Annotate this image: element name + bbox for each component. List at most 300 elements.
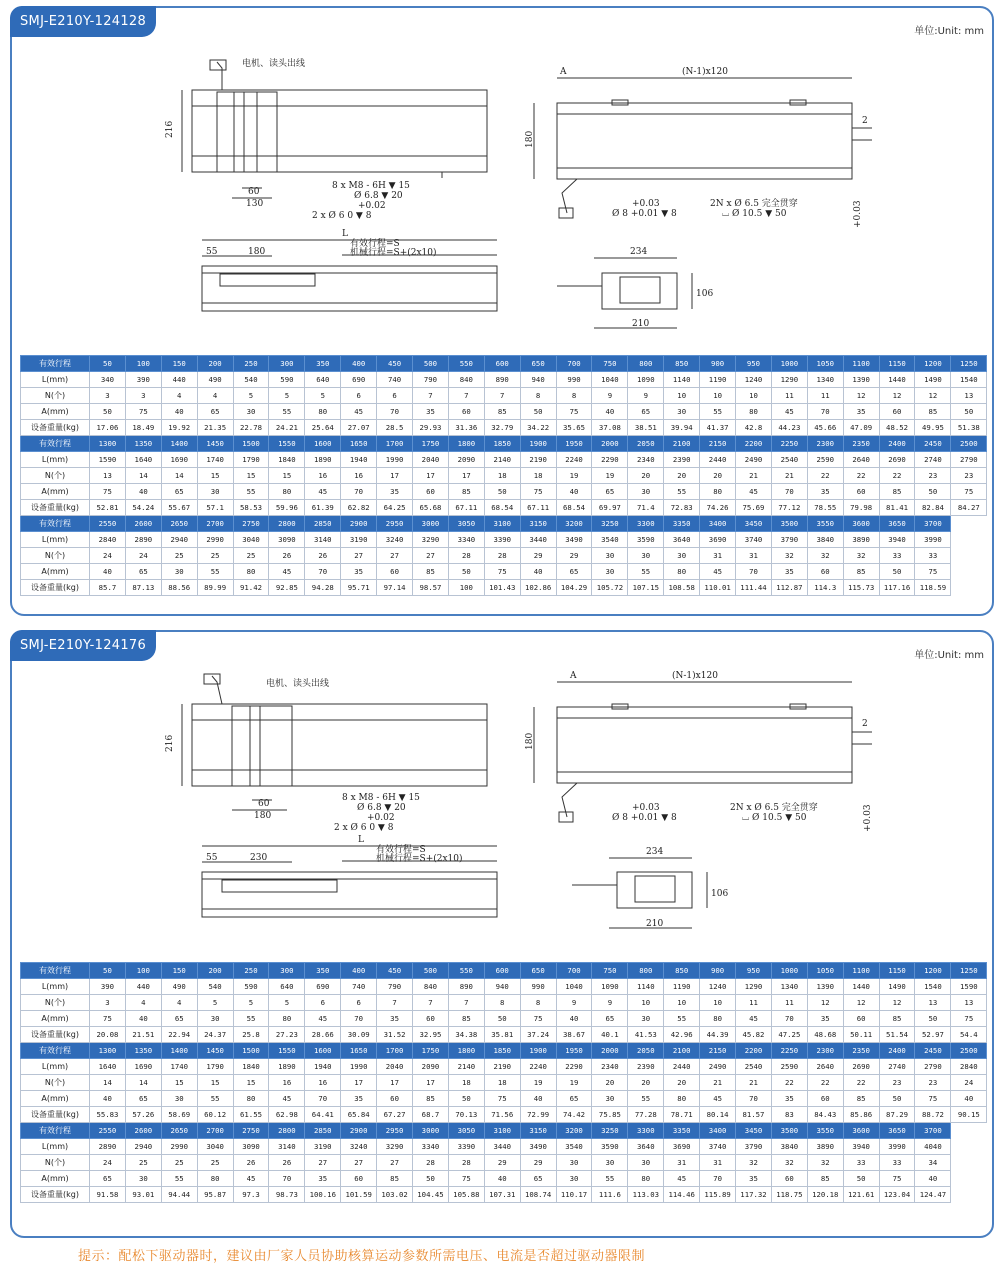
row-label: A(mm) (21, 484, 90, 500)
table-cell: 2200 (736, 436, 772, 452)
table-cell: 4 (197, 388, 233, 404)
table-cell: 18 (484, 468, 520, 484)
table-cell: 3440 (484, 1139, 520, 1155)
row-label: A(mm) (21, 1091, 90, 1107)
table-cell: 27 (341, 1155, 377, 1171)
table-cell: 22.94 (161, 1027, 197, 1043)
table-cell: 45.82 (736, 1027, 772, 1043)
table-cell: 67.27 (377, 1107, 413, 1123)
driver-note: 提示：配松下驱动器时，建议由厂家人员协助核算运动参数所需电压、电流是否超过驱动器限制 (78, 1249, 646, 1264)
table-cell: 50 (484, 484, 520, 500)
table-cell: 14 (161, 468, 197, 484)
table-cell: 55 (197, 564, 233, 580)
table-cell: 45 (700, 564, 736, 580)
table-cell: 1600 (305, 1043, 341, 1059)
table-cell: 32 (771, 548, 807, 564)
table-cell: 4 (161, 388, 197, 404)
dim-216: 216 (165, 120, 175, 138)
table-cell: 102.86 (520, 580, 556, 596)
table-cell: 2340 (592, 1059, 628, 1075)
table-cell: 1950 (556, 436, 592, 452)
len-l: L (342, 229, 348, 239)
table-cell: 65 (556, 564, 592, 580)
table-cell: 45 (269, 564, 305, 580)
table-cell: 24 (90, 548, 126, 564)
table-cell: 25.8 (233, 1027, 269, 1043)
table-row-stroke (21, 1123, 987, 1139)
table-cell: 2600 (125, 516, 161, 532)
table-cell: 69.97 (592, 500, 628, 516)
table-cell: 55 (233, 484, 269, 500)
table-cell: 37.24 (520, 1027, 556, 1043)
table-cell: 340 (90, 372, 126, 388)
table-cell: 114.3 (807, 580, 843, 596)
table-cell: 30 (556, 1155, 592, 1171)
table-cell: 51.38 (951, 420, 987, 436)
table-cell: 2490 (700, 1059, 736, 1075)
table-cell: 50.11 (843, 1027, 879, 1043)
table-cell: 3540 (592, 532, 628, 548)
table-cell: 2090 (448, 452, 484, 468)
table-cell: 10 (736, 388, 772, 404)
table-cell: 54.24 (125, 500, 161, 516)
table-cell: 33 (843, 1155, 879, 1171)
table-cell: 101.59 (341, 1187, 377, 1203)
table-cell: 13 (915, 995, 951, 1011)
table-cell: 2500 (951, 1043, 987, 1059)
table-cell: 13 (951, 388, 987, 404)
table-cell: 17 (448, 468, 484, 484)
table-cell: 2090 (413, 1059, 449, 1075)
table-cell: 1690 (125, 1059, 161, 1075)
table-row-A (21, 1171, 987, 1187)
table-cell: 51.54 (879, 1027, 915, 1043)
table-cell: 84.43 (807, 1107, 843, 1123)
table-cell: 3700 (915, 516, 951, 532)
table-cell: 17 (413, 468, 449, 484)
table-cell: 500 (413, 356, 449, 372)
table-cell: 400 (341, 356, 377, 372)
table-cell: 35 (413, 404, 449, 420)
table-cell: 3940 (843, 1139, 879, 1155)
table-cell: 85 (484, 404, 520, 420)
table-cell: 1150 (879, 963, 915, 979)
table-cell: 75.69 (736, 500, 772, 516)
table-cell: 2400 (879, 436, 915, 452)
row-label: A(mm) (21, 564, 90, 580)
table-cell: 7 (448, 995, 484, 1011)
table-cell: 85 (413, 564, 449, 580)
table-cell: 10 (628, 995, 664, 1011)
table-cell: 50 (448, 564, 484, 580)
table-cell: 2690 (879, 452, 915, 468)
stroke-eff: 有效行程=S (376, 845, 426, 855)
table-cell: 65 (520, 1171, 556, 1187)
table-cell: 2050 (628, 436, 664, 452)
table-cell: 75 (520, 484, 556, 500)
table-cell: 107.31 (484, 1187, 520, 1203)
table-row-L (21, 1139, 987, 1155)
table-cell: 30 (664, 548, 700, 564)
table-cell: 67.11 (520, 500, 556, 516)
table-cell: 3600 (843, 1123, 879, 1139)
table-cell: 2650 (161, 516, 197, 532)
table-cell: 3350 (664, 516, 700, 532)
table-cell: 85 (879, 484, 915, 500)
table-cell: 19.92 (161, 420, 197, 436)
table-cell: 21 (736, 1075, 772, 1091)
table-cell: 50 (951, 404, 987, 420)
table-cell: 25.64 (305, 420, 341, 436)
table-cell: 3550 (807, 516, 843, 532)
table-cell: 25 (161, 548, 197, 564)
table-cell: 690 (305, 979, 341, 995)
table-cell: 60 (448, 404, 484, 420)
table-cell: 24.37 (197, 1027, 233, 1043)
table-cell: 70 (269, 1171, 305, 1187)
table-cell: 440 (125, 979, 161, 995)
row-label: 设备重量(kg) (21, 1187, 90, 1203)
table-cell: 88.72 (915, 1107, 951, 1123)
table-row-A (21, 484, 987, 500)
table-cell: 3200 (556, 516, 592, 532)
table-cell: 55 (233, 1011, 269, 1027)
table-cell: 6 (341, 995, 377, 1011)
table-cell: 15 (269, 468, 305, 484)
table-cell: 80 (305, 404, 341, 420)
table-cell: 3400 (700, 1123, 736, 1139)
table-cell: 1690 (161, 452, 197, 468)
row-label: 有效行程 (21, 963, 90, 979)
table-cell: 3250 (592, 516, 628, 532)
table-cell: 2240 (556, 452, 592, 468)
table-cell: 950 (736, 963, 772, 979)
table-cell: 900 (700, 963, 736, 979)
table-cell: 22 (843, 1075, 879, 1091)
table-cell: 80 (700, 1011, 736, 1027)
table-cell: 1100 (843, 963, 879, 979)
table-cell: 50 (90, 963, 126, 979)
table-cell: 1490 (879, 979, 915, 995)
table-cell: 650 (520, 963, 556, 979)
table-cell: 85 (413, 1091, 449, 1107)
table-cell: 20 (664, 468, 700, 484)
table-cell: 40 (520, 564, 556, 580)
table-cell: 85 (843, 564, 879, 580)
table-cell: 3340 (448, 532, 484, 548)
counterbore-spec: ⌴ Ø 10.5 ▼ 50 (742, 813, 807, 823)
table-cell: 28 (484, 548, 520, 564)
table-row-A (21, 404, 987, 420)
table-cell: 79.98 (843, 500, 879, 516)
table-cell: 101.43 (484, 580, 520, 596)
table-cell: 2140 (484, 452, 520, 468)
table-cell: 1440 (843, 979, 879, 995)
table-cell: 1700 (377, 436, 413, 452)
table-cell: 64.25 (377, 500, 413, 516)
pin-tol: +0.02 (358, 201, 386, 211)
table-row-N (21, 1075, 987, 1091)
table-cell: 2900 (341, 516, 377, 532)
table-cell: 1550 (269, 436, 305, 452)
table-cell: 85 (915, 404, 951, 420)
table-cell: 21.51 (125, 1027, 161, 1043)
table-cell: 50 (843, 1171, 879, 1187)
technical-drawing (162, 48, 882, 338)
table-cell: 1640 (125, 452, 161, 468)
table-cell: 450 (377, 963, 413, 979)
table-cell: 12 (807, 995, 843, 1011)
table-cell: 44.23 (771, 420, 807, 436)
table-cell: 20 (628, 468, 664, 484)
table-cell: 55 (269, 404, 305, 420)
table-cell: 2100 (664, 436, 700, 452)
row-label: L(mm) (21, 452, 90, 468)
table-cell: 2950 (377, 1123, 413, 1139)
dim-55: 55 (206, 247, 218, 257)
unit-label: 单位:Unit: mm (914, 650, 984, 661)
len-l: L (358, 835, 364, 845)
table-cell: 49.95 (915, 420, 951, 436)
pin-tol: +0.02 (367, 813, 395, 823)
dim-216: 216 (165, 734, 175, 752)
table-cell: 60 (771, 1171, 807, 1187)
table-cell: 39.94 (664, 420, 700, 436)
table-cell: 50 (484, 1011, 520, 1027)
table-cell: 700 (556, 356, 592, 372)
table-cell: 30 (592, 564, 628, 580)
table-cell: 2550 (90, 1123, 126, 1139)
table-cell: 24 (951, 1075, 987, 1091)
pin-spec: 2 x Ø 6 0 ▼ 8 (312, 211, 372, 221)
table-cell: 2500 (951, 436, 987, 452)
table-cell: 590 (233, 979, 269, 995)
table-cell: 75 (448, 1171, 484, 1187)
table-cell: 1800 (448, 436, 484, 452)
table-cell: 8 (556, 388, 592, 404)
table-cell: 22 (843, 468, 879, 484)
table-cell: 30 (197, 484, 233, 500)
table-cell: 2250 (771, 436, 807, 452)
table-cell: 45 (736, 1011, 772, 1027)
stroke-mech: 机械行程=S+(2x10) (350, 248, 437, 258)
table-cell: 88.56 (161, 580, 197, 596)
table-cell: 93.01 (125, 1187, 161, 1203)
table-cell: 2740 (915, 452, 951, 468)
table-cell: 30.09 (341, 1027, 377, 1043)
table-cell: 3440 (520, 532, 556, 548)
table-cell: 65 (125, 564, 161, 580)
table-cell: 17.06 (90, 420, 126, 436)
table-cell: 350 (305, 356, 341, 372)
table-cell: 60 (413, 484, 449, 500)
table-cell: 30 (197, 1011, 233, 1027)
table-cell: 3290 (413, 532, 449, 548)
table-cell: 450 (377, 356, 413, 372)
table-cell: 8 (520, 388, 556, 404)
table-cell: 590 (269, 372, 305, 388)
unit-label: 单位:Unit: mm (914, 26, 984, 37)
table-cell: 1540 (951, 372, 987, 388)
table-cell: 65 (592, 1011, 628, 1027)
table-cell: 45 (700, 1091, 736, 1107)
table-cell: 1300 (90, 436, 126, 452)
table-cell: 65 (592, 484, 628, 500)
table-cell: 5 (269, 388, 305, 404)
table-cell: 1040 (556, 979, 592, 995)
table-cell: 3190 (305, 1139, 341, 1155)
table-cell: 17 (341, 1075, 377, 1091)
row-label: 有效行程 (21, 356, 90, 372)
table-cell: 107.15 (628, 580, 664, 596)
table-row-stroke (21, 1043, 987, 1059)
table-cell: 19 (520, 1075, 556, 1091)
table-cell: 68.54 (484, 500, 520, 516)
table-cell: 2240 (520, 1059, 556, 1075)
table-cell: 14 (125, 1075, 161, 1091)
table-cell: 640 (269, 979, 305, 995)
table-row-stroke (21, 436, 987, 452)
table-cell: 22 (879, 468, 915, 484)
table-cell: 250 (233, 963, 269, 979)
dim-210: 210 (632, 319, 650, 329)
table-cell: 65 (125, 1091, 161, 1107)
table-cell: 3640 (628, 1139, 664, 1155)
table-cell: 2300 (807, 436, 843, 452)
table-cell: 80 (233, 1091, 269, 1107)
table-cell: 35 (341, 564, 377, 580)
table-cell: 3150 (520, 1123, 556, 1139)
table-cell: 27 (413, 548, 449, 564)
table-cell: 55.67 (161, 500, 197, 516)
table-cell: 3240 (341, 1139, 377, 1155)
table-cell: 2450 (915, 436, 951, 452)
table-cell: 2800 (269, 1123, 305, 1139)
table-cell: 3200 (556, 1123, 592, 1139)
empty-cell (951, 580, 987, 596)
table-cell: 24 (90, 1155, 126, 1171)
table-cell: 12 (843, 995, 879, 1011)
row-label: N(个) (21, 468, 90, 484)
table-cell: 18.49 (125, 420, 161, 436)
table-cell: 23 (915, 1075, 951, 1091)
table-row-A (21, 1091, 987, 1107)
table-cell: 790 (377, 979, 413, 995)
table-cell: 3890 (843, 532, 879, 548)
table-cell: 81.57 (736, 1107, 772, 1123)
table-cell: 2390 (628, 1059, 664, 1075)
table-cell: 15 (233, 468, 269, 484)
table-cell: 3040 (233, 532, 269, 548)
table-cell: 1240 (700, 979, 736, 995)
table-cell: 29 (520, 1155, 556, 1171)
table-cell: 33 (879, 548, 915, 564)
table-cell: 1550 (269, 1043, 305, 1059)
table-cell: 1190 (700, 372, 736, 388)
dim-side: 230 (250, 853, 268, 863)
table-cell: 111.6 (592, 1187, 628, 1203)
table-cell: 3040 (197, 1139, 233, 1155)
table-cell: 750 (592, 356, 628, 372)
table-cell: 70 (736, 564, 772, 580)
table-cell: 50 (520, 404, 556, 420)
table-cell: 3340 (413, 1139, 449, 1155)
table-cell: 22 (807, 468, 843, 484)
table-cell: 2790 (915, 1059, 951, 1075)
table-cell: 2890 (90, 1139, 126, 1155)
row-label: L(mm) (21, 372, 90, 388)
row-label: 设备重量(kg) (21, 580, 90, 596)
table-cell: 940 (520, 372, 556, 388)
table-row-A (21, 564, 987, 580)
table-row-N (21, 548, 987, 564)
table-cell: 40 (592, 404, 628, 420)
table-cell: 3240 (377, 532, 413, 548)
table-cell: 123.04 (879, 1187, 915, 1203)
table-cell: 9 (628, 388, 664, 404)
table-cell: 1750 (413, 1043, 449, 1059)
table-cell: 890 (484, 372, 520, 388)
table-cell: 300 (269, 963, 305, 979)
table-cell: 200 (197, 356, 233, 372)
table-cell: 40 (951, 1091, 987, 1107)
table-cell: 3540 (556, 1139, 592, 1155)
table-cell: 41.37 (700, 420, 736, 436)
table-cell: 3390 (484, 532, 520, 548)
table-cell: 78.55 (807, 500, 843, 516)
table-cell: 20 (628, 1075, 664, 1091)
table-cell: 2950 (377, 516, 413, 532)
table-cell: 6 (341, 388, 377, 404)
table-cell: 94.28 (305, 580, 341, 596)
table-cell: 27 (377, 548, 413, 564)
table-cell: 800 (628, 356, 664, 372)
table-cell: 23 (951, 468, 987, 484)
table-cell: 75 (951, 484, 987, 500)
table-cell: 3940 (879, 532, 915, 548)
table-row-weight (21, 580, 987, 596)
row-label: N(个) (21, 548, 90, 564)
table-cell: 18 (484, 1075, 520, 1091)
table-cell: 1650 (341, 1043, 377, 1059)
table-cell: 75.85 (592, 1107, 628, 1123)
table-row-weight (21, 1187, 987, 1203)
table-cell: 3550 (807, 1123, 843, 1139)
stroke-mech: 机械行程=S+(2x10) (376, 854, 463, 864)
dim-130: 130 (246, 199, 264, 209)
table-cell: 80 (269, 484, 305, 500)
table-cell: 600 (484, 356, 520, 372)
table-cell: 75 (556, 404, 592, 420)
table-cell: 28.66 (305, 1027, 341, 1043)
table-cell: 940 (484, 979, 520, 995)
dim-180: 180 (525, 130, 535, 148)
table-cell: 1950 (556, 1043, 592, 1059)
table-cell: 25 (197, 548, 233, 564)
table-cell: 12 (879, 995, 915, 1011)
table-cell: 3790 (736, 1139, 772, 1155)
table-cell: 440 (161, 372, 197, 388)
table-cell: 108.74 (520, 1187, 556, 1203)
table-cell: 30 (592, 548, 628, 564)
table-cell: 83 (771, 1107, 807, 1123)
table-cell: 35 (341, 1091, 377, 1107)
table-cell: 115.89 (700, 1187, 736, 1203)
row-label: A(mm) (21, 1171, 90, 1187)
table-cell: 45 (269, 1091, 305, 1107)
table-cell: 3450 (736, 1123, 772, 1139)
table-cell: 15 (197, 468, 233, 484)
